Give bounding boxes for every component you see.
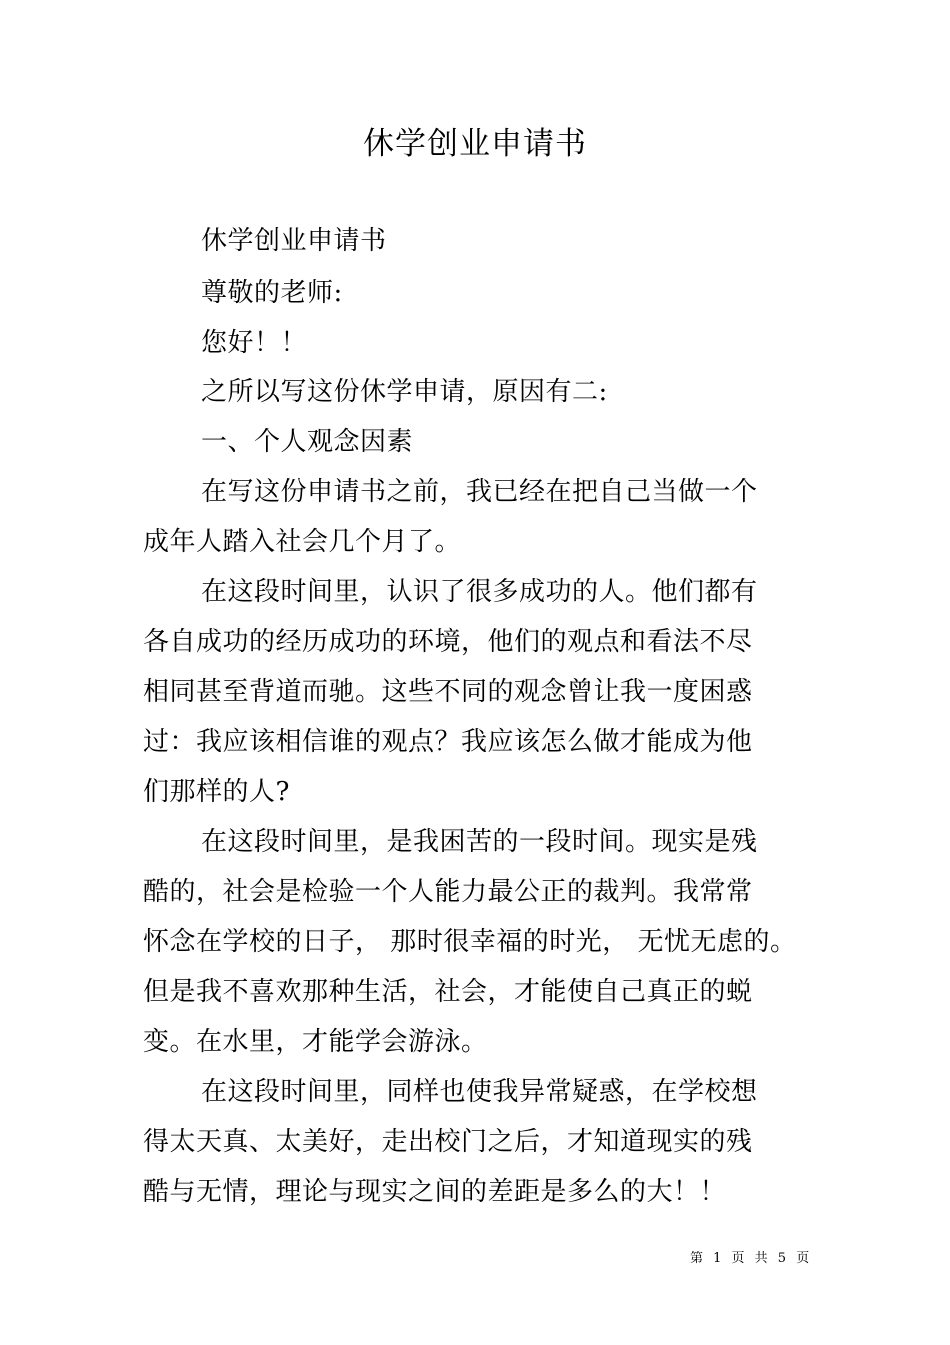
body-line: 过：我应该相信谁的观点？我应该怎么做才能成为他 (143, 727, 753, 757)
page-number-footer: 第 1 页 共 5 页 (690, 1251, 810, 1266)
body-line: 但是我不喜欢那种生活，社会，才能使自己真正的蜕 (143, 977, 753, 1007)
body-line: 相同甚至背道而驰。这些不同的观念曾让我一度困惑 (143, 677, 753, 707)
body-line: 在写这份申请书之前，我已经在把自己当做一个 (201, 477, 758, 507)
body-line: 怀念在学校的日子， 那时很幸福的时光， 无忧无虑的。 (143, 927, 797, 957)
body-line: 酷与无情，理论与现实之间的差距是多么的大！！ (143, 1177, 727, 1207)
body-line: 在这段时间里，同样也使我异常疑惑，在学校想 (201, 1077, 758, 1107)
body-line: 在这段时间里，是我困苦的一段时间。现实是残 (201, 827, 758, 857)
body-line: 在这段时间里，认识了很多成功的人。他们都有 (201, 577, 758, 607)
body-line: 成年人踏入社会几个月了。 (143, 527, 462, 557)
body-line: 休学创业申请书 (201, 226, 387, 256)
body-line: 尊敬的老师: (201, 278, 343, 308)
body-line: 各自成功的经历成功的环境，他们的观点和看法不尽 (143, 627, 753, 657)
body-line: 您好！！ (201, 328, 308, 358)
document-title: 休学创业申请书 (363, 126, 587, 162)
body-line: 得太天真、太美好，走出校门之后，才知道现实的残 (143, 1127, 753, 1157)
body-line: 酷的，社会是检验一个人能力最公正的裁判。我常常 (143, 877, 753, 907)
body-line: 之所以写这份休学申请，原因有二: (201, 377, 608, 407)
body-line: 变。在水里，才能学会游泳。 (143, 1027, 488, 1057)
body-line: 们那样的人? (143, 777, 290, 807)
body-line: 一、个人观念因素 (201, 427, 414, 457)
